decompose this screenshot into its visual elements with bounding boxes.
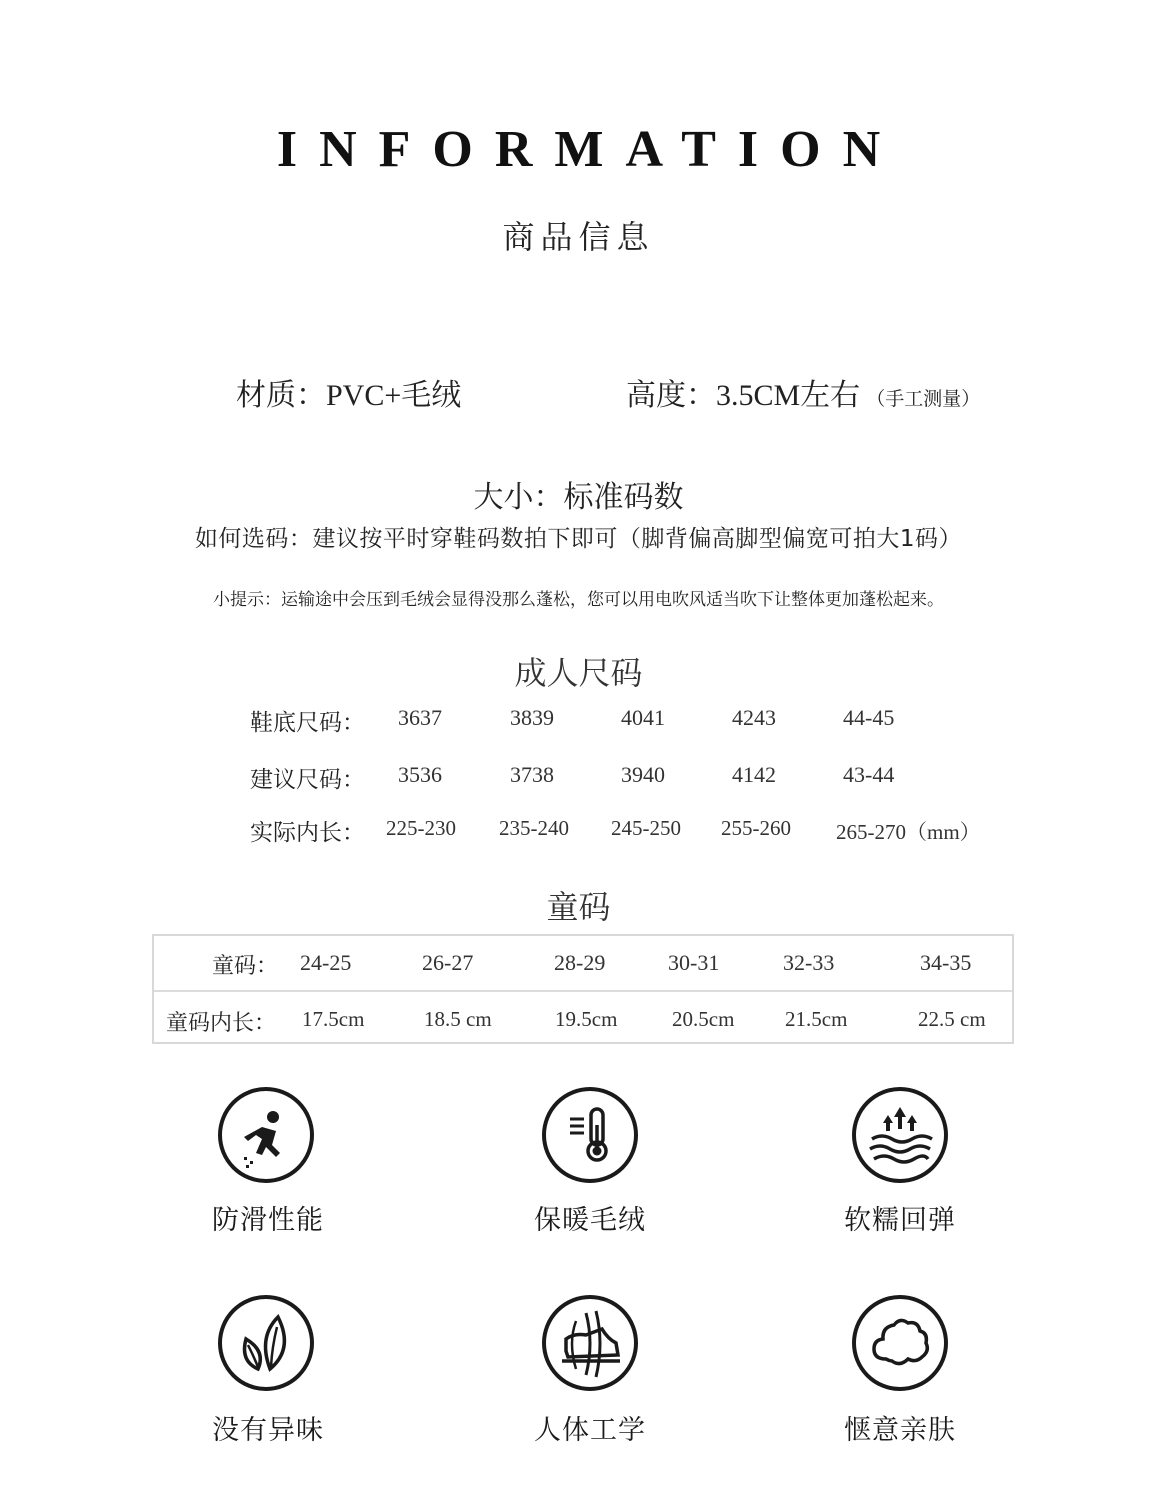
child-size-label: 童码： bbox=[212, 954, 279, 979]
adult-cell: 4142 bbox=[732, 762, 776, 787]
adult-cell: 3839 bbox=[510, 705, 554, 730]
child-length-cell: 19.5cm bbox=[555, 1007, 618, 1031]
child-size-table bbox=[152, 934, 1014, 1044]
feature-label: 防滑性能 bbox=[212, 1205, 324, 1236]
size-howto: 如何选码：建议按平时穿鞋码数拍下即可（脚背偏高脚型偏宽可拍大1码） bbox=[194, 526, 963, 552]
height-value: 3.5CM左右 bbox=[716, 379, 861, 412]
feature-label: 没有异味 bbox=[212, 1415, 324, 1446]
ergonomic-shoe-icon bbox=[542, 1295, 638, 1391]
feature-label: 软糯回弹 bbox=[844, 1205, 956, 1236]
cloud-icon bbox=[852, 1295, 948, 1391]
size-heading: 大小：标准码数 bbox=[473, 480, 684, 515]
adult-cell: 3536 bbox=[398, 762, 442, 787]
anti-slip-icon bbox=[218, 1087, 314, 1183]
child-size-cell: 26-27 bbox=[422, 950, 474, 975]
material-label: 材质： bbox=[236, 378, 326, 413]
child-size-cell: 32-33 bbox=[783, 950, 835, 975]
page-subtitle: 商品信息 bbox=[502, 218, 655, 256]
adult-size-heading: 成人尺码 bbox=[514, 654, 643, 692]
page-title: INFORMATION bbox=[276, 121, 903, 178]
leaf-icon bbox=[218, 1295, 314, 1391]
material-value: PVC+毛绒 bbox=[326, 379, 462, 412]
adult-cell: 44-45 bbox=[843, 705, 895, 730]
size-tip: 小提示：运输途中会压到毛绒会显得没那么蓬松，您可以用电吹风适当吹下让整体更加蓬松起来。 bbox=[213, 590, 944, 610]
child-size-cell: 28-29 bbox=[554, 950, 606, 975]
feature-label: 保暖毛绒 bbox=[534, 1205, 646, 1236]
adult-cell: 235-240 bbox=[499, 816, 569, 840]
soft-rebound-icon bbox=[852, 1087, 948, 1183]
adult-cell: 4243 bbox=[732, 705, 776, 730]
child-length-cell: 21.5cm bbox=[785, 1007, 848, 1031]
adult-cell: 225-230 bbox=[386, 816, 456, 840]
child-size-cell: 30-31 bbox=[668, 950, 720, 975]
child-size-cell: 34-35 bbox=[920, 950, 972, 975]
material-spec bbox=[236, 370, 461, 414]
child-size-heading: 童码 bbox=[546, 888, 611, 926]
adult-cell: 255-260 bbox=[721, 816, 791, 840]
adult-row-label: 鞋底尺码： bbox=[250, 710, 365, 736]
adult-cell: 4041 bbox=[621, 705, 665, 730]
adult-cell: 245-250 bbox=[611, 816, 681, 840]
child-length-cell: 18.5 cm bbox=[424, 1007, 492, 1031]
adult-cell: 265-270（mm） bbox=[836, 820, 981, 844]
table-divider bbox=[154, 990, 1012, 992]
adult-row-label: 实际内长： bbox=[250, 820, 365, 846]
child-length-cell: 17.5cm bbox=[302, 1007, 365, 1031]
child-length-label: 童码内长： bbox=[166, 1011, 277, 1036]
adult-cell: 3637 bbox=[398, 705, 442, 730]
thermometer-icon bbox=[542, 1087, 638, 1183]
height-spec bbox=[626, 370, 980, 414]
feature-label: 人体工学 bbox=[534, 1415, 646, 1446]
feature-label: 惬意亲肤 bbox=[844, 1415, 956, 1446]
child-length-cell: 20.5cm bbox=[672, 1007, 735, 1031]
adult-row-label: 建议尺码： bbox=[250, 767, 365, 793]
height-label: 高度： bbox=[626, 378, 716, 413]
adult-cell: 3738 bbox=[510, 762, 554, 787]
height-note: （手工测量） bbox=[866, 388, 981, 410]
child-size-cell: 24-25 bbox=[300, 950, 352, 975]
adult-cell: 43-44 bbox=[843, 762, 895, 787]
adult-cell: 3940 bbox=[621, 762, 665, 787]
child-length-cell: 22.5 cm bbox=[918, 1007, 986, 1031]
